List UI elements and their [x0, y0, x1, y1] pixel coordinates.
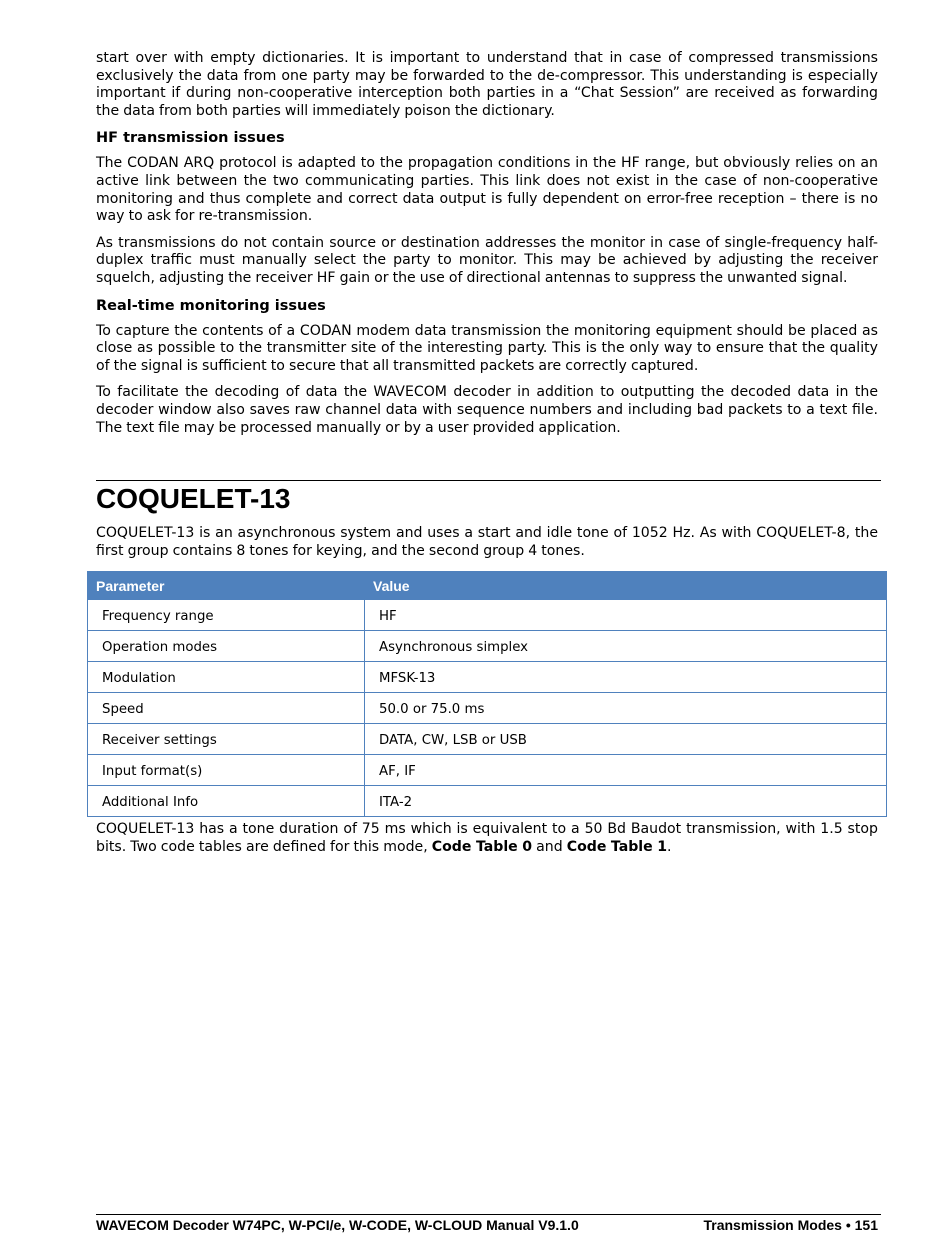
- table-row: [88, 600, 887, 631]
- cell-value: 50.0 or 75.0 ms: [365, 693, 887, 724]
- cell-parameter: Frequency range: [88, 600, 365, 631]
- paragraph-hf-1: The CODAN ARQ protocol is adapted to the propagation conditions in the HF range, but obviously relies on an active link between the two communicating parties. This link does not exist in the case of non-cooperative monitoring and thus complete and correct data output is fully dependent on error-free reception – there is no way to ask for re-transmission.: [96, 155, 878, 225]
- parameter-table: [87, 571, 887, 817]
- footer-manual-title: WAVECOM Decoder W74PC, W-PCI/e, W-CODE, W-CLOUD Manual V9.1.0: [96, 1217, 579, 1233]
- heading-real-time: Real-time monitoring issues: [96, 297, 326, 314]
- table-row: [88, 786, 887, 817]
- table-row: [88, 662, 887, 693]
- outro-text-1: COQUELET-13 has a tone duration of 75 ms which is equivalent to a 50 Bd Baudot transmission, with 1.5 stop bits. Two code tables are defined for this mode,: [96, 821, 878, 855]
- coquelet-intro: COQUELET-13 is an asynchronous system and uses a start and idle tone of 1052 Hz. As with COQUELET-8, the first group contains 8 tones for keying, and the second group 4 tones.: [96, 525, 878, 559]
- footer-bullet: •: [845, 1217, 851, 1233]
- footer-divider: [96, 1214, 881, 1215]
- page-number: 151: [854, 1217, 878, 1233]
- section-title: COQUELET-13: [96, 483, 291, 514]
- cell-value: DATA, CW, LSB or USB: [365, 724, 887, 755]
- cell-value: ITA-2: [365, 786, 887, 817]
- table-header-row: [88, 572, 887, 600]
- cell-parameter: Additional Info: [88, 786, 365, 817]
- cell-value: Asynchronous simplex: [365, 631, 887, 662]
- cell-parameter: Operation modes: [88, 631, 365, 662]
- table-row: [88, 724, 887, 755]
- cell-value: HF: [365, 600, 887, 631]
- paragraph-rt-1: To capture the contents of a CODAN modem data transmission the monitoring equipment should be placed as close as possible to the transmitter site of the interesting party. This is the only way to ensure that the quality of the signal is sufficient to secure that all transmitted packets are correctly captured.: [96, 322, 878, 374]
- header-parameter: Parameter: [88, 572, 365, 600]
- cell-parameter: Speed: [88, 693, 365, 724]
- cell-parameter: Modulation: [88, 662, 365, 693]
- code-table-0-ref: Code Table 0: [431, 838, 533, 855]
- cell-parameter: Receiver settings: [88, 724, 365, 755]
- code-table-1-ref: Code Table 1: [566, 838, 668, 855]
- heading-hf-transmission: HF transmission issues: [96, 130, 285, 147]
- cell-value: AF, IF: [365, 755, 887, 786]
- body-text: [96, 50, 878, 446]
- paragraph-intro: start over with empty dictionaries. It is important to understand that in case of compressed transmissions exclusively the data from one party may be forwarded to the de-compressor. This understanding is especially important if during non-cooperative interception both parties in a “Chat Session” are received as forwarding the data from both parties will immediately poison the dictionary.: [96, 50, 878, 119]
- outro-text-3: .: [667, 838, 672, 855]
- cell-value: MFSK-13: [365, 662, 887, 693]
- paragraph-rt-2: To facilitate the decoding of data the WAVECOM decoder in addition to outputting the decoded data in the decoder window also saves raw channel data with sequence numbers and including bad packets to a text file. The text file may be processed manually or by a user provided application.: [96, 384, 878, 436]
- footer-section: Transmission Modes: [703, 1217, 842, 1233]
- outro-text-2: and: [532, 838, 567, 855]
- paragraph-hf-2: As transmissions do not contain source or destination addresses the monitor in case of single-frequency half-duplex traffic must manually select the party to monitor. This may be achieved by adjusting the receiver squelch, adjusting the receiver HF gain or the use of directional antennas to suppress the unwanted signal.: [96, 234, 878, 286]
- table-row: [88, 755, 887, 786]
- table-row: [88, 631, 887, 662]
- section-divider: [96, 480, 881, 481]
- header-value: Value: [365, 572, 887, 600]
- cell-parameter: Input format(s): [88, 755, 365, 786]
- coquelet-outro: [96, 821, 878, 856]
- table-row: [88, 693, 887, 724]
- footer-page-info: [703, 1217, 878, 1233]
